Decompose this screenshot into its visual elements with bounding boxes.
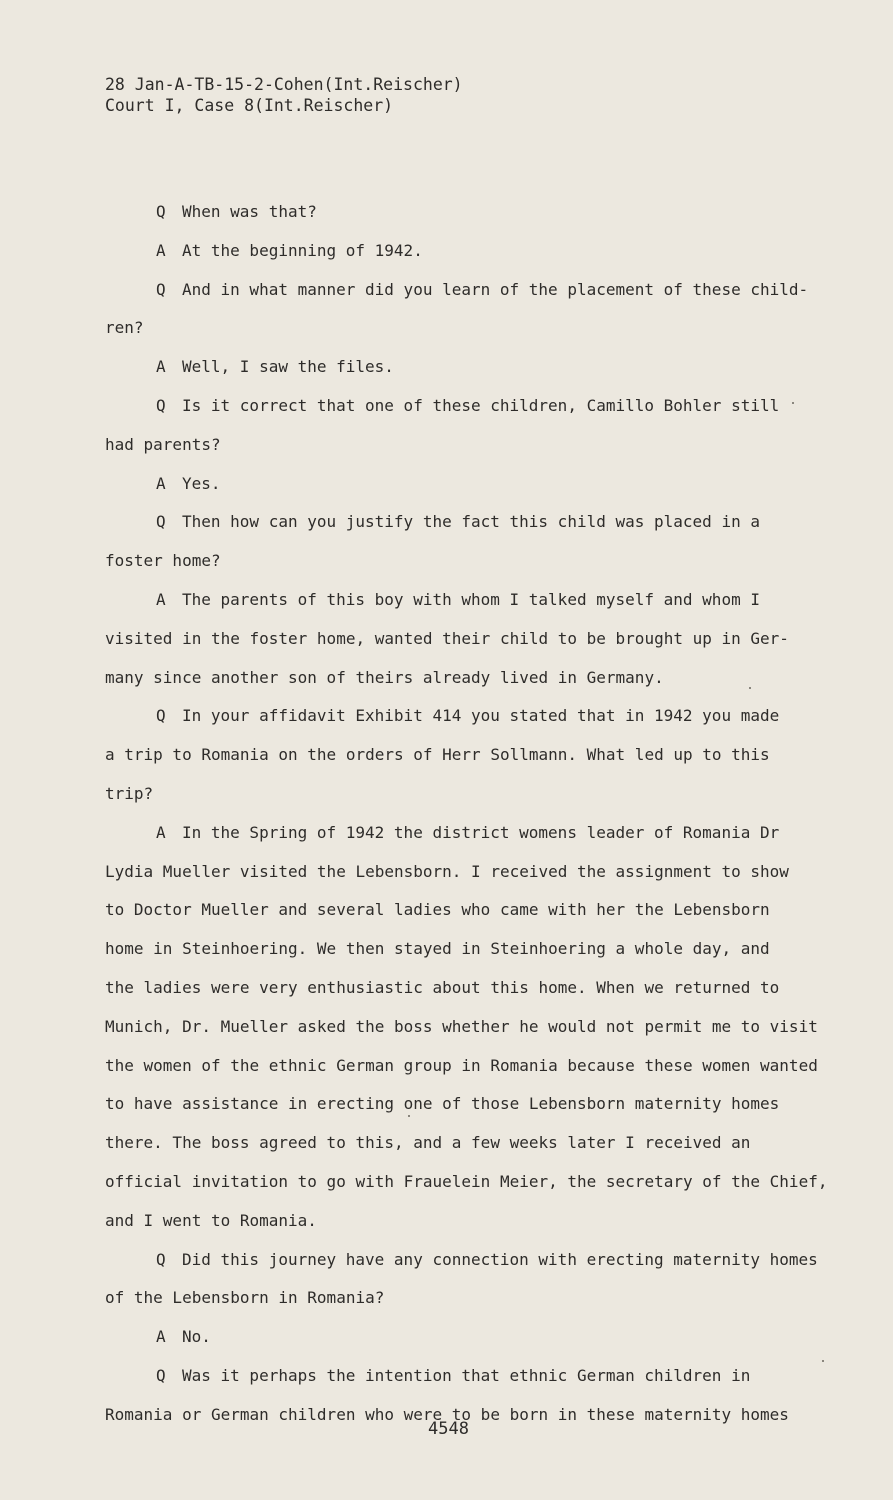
transcript-line <box>105 891 835 930</box>
speaker-label: A <box>156 473 166 493</box>
line-text: ren? <box>105 318 144 338</box>
line-text: home in Steinhoering. We then stayed in Steinhoering a whole day, and <box>105 939 770 959</box>
transcript-line <box>105 581 835 620</box>
line-text: had parents? <box>105 434 221 454</box>
transcript-line <box>105 814 835 853</box>
transcript-line <box>105 1318 835 1357</box>
line-text: Munich, Dr. Mueller asked the boss whether he would not permit me to visit <box>105 1016 818 1036</box>
line-text: the women of the ethnic German group in Romania because these women wanted <box>105 1055 818 1075</box>
line-text: of the Lebensborn in Romania? <box>105 1288 385 1308</box>
transcript-line <box>105 1008 835 1047</box>
transcript-line <box>105 193 835 232</box>
speaker-label: A <box>156 822 166 842</box>
transcript-line <box>105 348 835 387</box>
transcript-line <box>105 387 835 426</box>
line-text: Was it perhaps the intention that ethnic German children in <box>182 1365 751 1385</box>
line-text: visited in the foster home, wanted their child to be brought up in Ger- <box>105 628 789 648</box>
line-text: Did this journey have any connection with erecting maternity homes <box>182 1249 818 1269</box>
line-text: In the Spring of 1942 the district womens leader of Romania Dr <box>182 822 780 842</box>
transcript-line <box>105 1241 835 1280</box>
line-text: Romania or German children who were to be born in these maternity homes <box>105 1404 789 1424</box>
speaker-label: Q <box>156 395 166 415</box>
line-text: official invitation to go with Frauelein Meier, the secretary of the Chief, <box>105 1171 828 1191</box>
document-header <box>105 74 463 116</box>
line-text: trip? <box>105 783 154 803</box>
transcript-line <box>105 659 835 698</box>
line-text: Lydia Mueller visited the Lebensborn. I received the assignment to show <box>105 861 789 881</box>
line-text: and I went to Romania. <box>105 1210 317 1230</box>
speaker-label: A <box>156 357 166 377</box>
line-text: The parents of this boy with whom I talked myself and whom I <box>182 589 760 609</box>
header-line-2: Court I, Case 8(Int.Reischer) <box>105 96 394 115</box>
transcript-line <box>105 542 835 581</box>
line-text: At the beginning of 1942. <box>182 240 423 260</box>
line-text: many since another son of theirs already lived in Germany. <box>105 667 664 687</box>
transcript-line <box>105 1396 835 1435</box>
line-text: there. The boss agreed to this, and a few weeks later I received an <box>105 1133 751 1153</box>
line-text: a trip to Romania on the orders of Herr Sollmann. What led up to this <box>105 745 770 765</box>
transcript-body <box>105 193 835 1435</box>
line-text: Is it correct that one of these children, Camillo Bohler still <box>182 395 780 415</box>
transcript-line <box>105 271 835 310</box>
line-text: When was that? <box>182 202 317 221</box>
line-text: to Doctor Mueller and several ladies who came with her the Lebensborn <box>105 900 770 920</box>
line-text: No. <box>182 1327 211 1347</box>
header-line-1: 28 Jan-A-TB-15-2-Cohen(Int.Reischer) <box>105 75 463 94</box>
transcript-line <box>105 969 835 1008</box>
transcript-line <box>105 1163 835 1202</box>
line-text: Yes. <box>182 473 221 493</box>
speaker-label: A <box>156 589 166 609</box>
line-text: Well, I saw the files. <box>182 357 394 377</box>
transcript-line <box>105 426 835 465</box>
line-text: foster home? <box>105 551 221 571</box>
transcript-line <box>105 1279 835 1318</box>
transcript-line <box>105 503 835 542</box>
speaker-label: Q <box>156 279 166 299</box>
speaker-label: Q <box>156 1365 166 1385</box>
speaker-label: A <box>156 1327 166 1347</box>
transcript-line <box>105 620 835 659</box>
transcript-line <box>105 930 835 969</box>
speaker-label: Q <box>156 1249 166 1269</box>
transcript-line <box>105 465 835 504</box>
transcript-line <box>105 232 835 271</box>
speaker-label: A <box>156 240 166 260</box>
ink-speck <box>792 402 794 404</box>
page-number: 4548 <box>428 1419 469 1439</box>
line-text: Then how can you justify the fact this child was placed in a <box>182 512 760 532</box>
ink-speck <box>408 1115 410 1117</box>
line-text: And in what manner did you learn of the placement of these child- <box>182 279 809 299</box>
transcript-line <box>105 736 835 775</box>
speaker-label: Q <box>156 706 166 726</box>
transcript-line <box>105 1124 835 1163</box>
speaker-label: Q <box>156 512 166 532</box>
line-text: to have assistance in erecting one of those Lebensborn maternity homes <box>105 1094 780 1114</box>
ink-speck <box>822 1360 824 1362</box>
transcript-line <box>105 853 835 892</box>
transcript-line <box>105 1085 835 1124</box>
line-text: the ladies were very enthusiastic about this home. When we returned to <box>105 977 780 997</box>
line-text: In your affidavit Exhibit 414 you stated that in 1942 you made <box>182 706 780 726</box>
speaker-label: Q <box>156 202 166 221</box>
transcript-line <box>105 775 835 814</box>
ink-speck <box>749 687 751 689</box>
transcript-line <box>105 1202 835 1241</box>
transcript-line <box>105 309 835 348</box>
transcript-line <box>105 697 835 736</box>
transcript-line <box>105 1047 835 1086</box>
transcript-line <box>105 1357 835 1396</box>
